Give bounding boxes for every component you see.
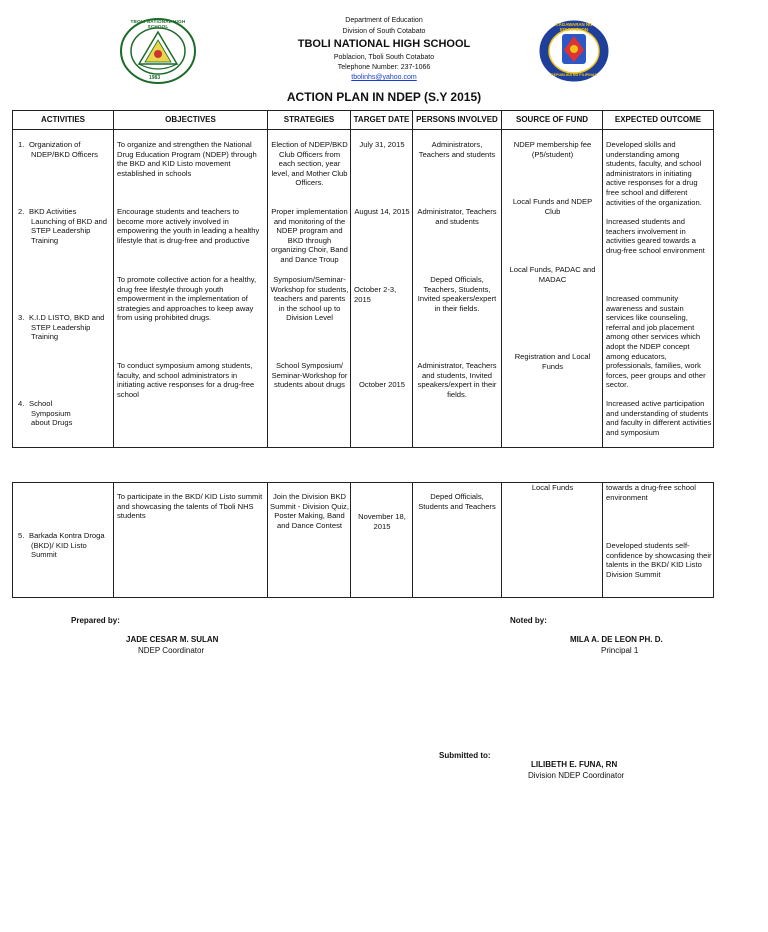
fund-text: Local Funds and NDEP Club [512, 197, 593, 216]
strategies-cell [268, 483, 351, 598]
dates-cell [351, 130, 413, 448]
activity-text: K.I.D LISTO, BKD and STEP Leadership Training [29, 313, 105, 342]
item-number: 2. [18, 207, 25, 216]
strategies-cell [268, 130, 351, 448]
noted-by-label: Noted by: [510, 616, 547, 625]
noted-by-name: MILA A. DE LEON PH. D. [570, 635, 663, 644]
outcome-text: Increased community awareness and sustain services like counseling, referral and job placement among other services which adopt the NDEP concept among educators, professionals, families, work forces, peer groups and other sector. [606, 294, 706, 390]
submitted-to-label: Submitted to: [439, 751, 491, 760]
activity-text: BKD Activities Launching of BKD and STEP Leadership Training [29, 207, 107, 245]
col-header-strategies: STRATEGIES [268, 111, 351, 130]
prepared-by-name: JADE CESAR M. SULAN [126, 635, 219, 644]
fund-text: Local Funds, PADAC and MADAC [509, 265, 596, 284]
persons-text: Deped Officials, Teachers, Students, Invited speakers/expert in their fields. [417, 275, 497, 313]
outcome-text: Increased active participation and understanding of students and faculty in different activities and symposium [606, 399, 712, 437]
email-line [0, 73, 768, 82]
objectives-cell [114, 483, 268, 598]
activities-cell [13, 130, 114, 448]
telephone-text: Telephone Number: 237-1066 [337, 64, 431, 71]
objective-text: To conduct symposium among students, faculty, and school administrators in initiating active responses for a drug-free school [117, 361, 255, 399]
page-title: ACTION PLAN IN NDEP (S.Y 2015) [286, 90, 482, 104]
persons-text: Administrators, Teachers and students [418, 140, 496, 159]
dates-cell [351, 483, 413, 598]
col-header-target-date: TARGET DATE [351, 111, 413, 130]
strategy-text: School Symposium/ Seminar-Workshop for students about drugs [271, 361, 348, 390]
strategy-text: Symposium/Seminar-Workshop for students, teachers and parents in the school up to Division Level [270, 275, 349, 323]
noted-by-title: Principal 1 [601, 646, 639, 655]
objective-text: To promote collective action for a healthy, drug free lifestyle through youth empowerment in the implementation of strategies and approaches to keep away from using prohibited drugs. [117, 275, 257, 323]
col-header-source-of-fund: SOURCE OF FUND [502, 111, 603, 130]
list-item [18, 140, 113, 159]
persons-cell [413, 483, 502, 598]
col-header-objectives: OBJECTIVES [114, 111, 268, 130]
funds-cell [502, 130, 603, 448]
list-item [18, 313, 113, 342]
strategy-text: Join the Division BKD Summit - Division Quiz, Poster Making, Band and Dance Contest [270, 492, 349, 530]
school-name: TBOLI NATIONAL HIGH SCHOOL [297, 38, 471, 50]
action-plan-table-continued [12, 482, 714, 598]
col-header-expected-outcome: EXPECTED OUTCOME [603, 111, 714, 130]
fund-text: NDEP membership fee (P5/student) [513, 140, 592, 159]
submitted-to-name: LILIBETH E. FUNA, RN [531, 760, 618, 769]
activity-text: Organization of NDEP/BKD Officers [29, 140, 98, 159]
seal-ring-text: TBOLI NATIONAL HIGH SCHOOL [130, 19, 186, 29]
persons-cell [413, 130, 502, 448]
department-text: Department of Education [345, 17, 423, 24]
division-text: Division of South Cotabato [342, 28, 426, 35]
fund-text: Registration and Local Funds [514, 352, 591, 371]
objective-text: Encourage students and teachers to become more actively involved in empowering the youth in leading a healthy lifestyle that is drug-free and productive [117, 207, 260, 245]
list-item [18, 531, 111, 560]
outcomes-cell [603, 130, 714, 448]
persons-text: Deped Officials, Students and Teachers [418, 492, 496, 511]
col-header-persons-involved: PERSONS INVOLVED [413, 111, 502, 130]
date-text: October 2015 [358, 380, 405, 389]
prepared-by-title: NDEP Coordinator [138, 646, 205, 655]
strategy-text: Proper implementation and monitoring of the NDEP program and BKD through organizing Choir, Band and Dance Troup [271, 207, 348, 264]
objectives-cell [114, 130, 268, 448]
date-text: July 31, 2015 [359, 140, 405, 149]
activities-cell [13, 483, 114, 598]
seal-ring-text: KAGAWARAN NG EDUKASYON [555, 22, 593, 32]
outcome-text: towards a drug-free school environment [606, 483, 696, 502]
outcome-text: Increased students and teachers involvement in activities geared towards a drug-free school environment [606, 217, 705, 255]
activity-text: Barkada Kontra Droga (BKD)/ KID Listo Summit [29, 531, 105, 560]
item-number: 5. [18, 531, 25, 540]
list-item [18, 207, 113, 245]
outcomes-cell [603, 483, 714, 598]
date-text: August 14, 2015 [354, 207, 410, 216]
persons-text: Administrator, Teachers and students, Invited speakers/expert in their fields. [417, 361, 497, 399]
seal-year: 1983 [149, 75, 161, 81]
date-text: October 2-3, 2015 [354, 285, 397, 304]
submitted-to-title: Division NDEP Coordinator [528, 771, 625, 780]
address-text: Poblacion, Tboli South Cotabato [333, 54, 435, 61]
item-number: 4. [18, 399, 25, 408]
action-plan-table [12, 110, 714, 448]
funds-cell [502, 483, 603, 598]
prepared-by-label: Prepared by: [71, 616, 120, 625]
item-number: 1. [18, 140, 25, 149]
item-number: 3. [18, 313, 25, 322]
list-item [18, 399, 91, 428]
col-header-activities: ACTIVITIES [13, 111, 114, 130]
strategy-text: Election of NDEP/BKD Club Officers from each section, year level, and Mother Club Officers. [271, 140, 348, 188]
outcome-text: Developed students self-confidence by showcasing their talents in the BKD/ KID Listo Division Summit [606, 541, 712, 579]
activity-text: School Symposium about Drugs [29, 399, 73, 428]
objective-text: To organize and strengthen the National Drug Education Program (NDEP) through the BKD and KID Listo movement established in schools [117, 140, 257, 178]
date-text: November 18, 2015 [358, 512, 406, 531]
persons-text: Administrator, Teachers and students [417, 207, 497, 226]
outcome-text: Developed skills and understanding among students, faculty, and school administrators in initiating active responses for a drug free school and different activities of the organization. [606, 140, 702, 207]
objective-text: To participate in the BKD/ KID Listo summit and showcasing the talents of Tboli NHS students [117, 492, 263, 521]
seal-bottom-text: REPUBLIKA NG PILIPINAS [551, 73, 597, 77]
fund-text: Local Funds [531, 483, 574, 492]
email-link[interactable]: tbolinhs@yahoo.com [351, 74, 417, 81]
